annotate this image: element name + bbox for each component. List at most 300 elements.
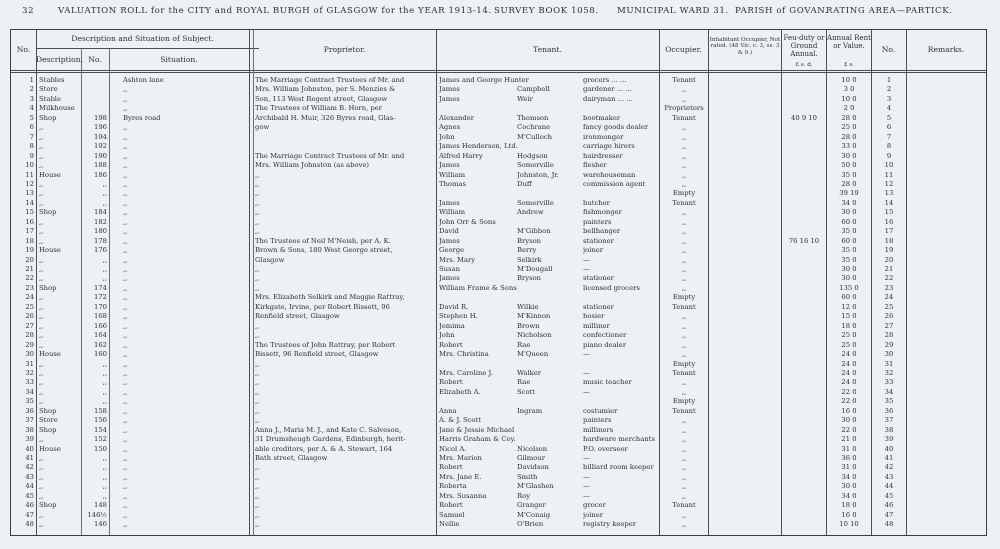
tenant-occupation: — [583,482,590,491]
proprietor-name: ,, [255,406,260,415]
house-number: 164 [94,331,107,340]
feu-units: £ s. d. [795,62,813,68]
occupier-status: ,, [681,123,687,132]
entry-number-right: 13 [884,189,894,198]
col-header-desc-group: Description and Situation of Subject. [71,34,214,43]
entry-number: 7 [29,132,34,141]
tenant-occupation: milliners [583,425,614,434]
tenant-surname: M'Conaig [517,510,551,519]
occupier-status: ,, [681,425,687,434]
proprietor-name: 31 Drumsheugh Gardens, Edinburgh, herit- [255,435,406,444]
entry-number-right: 18 [884,236,894,245]
tenant-occupation: — [583,368,590,377]
subject-situation: ,, [123,472,128,481]
tenant-occupation: butcher [583,198,610,207]
tenant-first-name: James [439,85,460,94]
entry-number: 29 [25,340,34,349]
subject-description: ,, [39,312,44,321]
tenant-occupation: fishmonger [583,208,622,217]
annual-rent-value: 22 0 [841,397,857,406]
occupier-status: Tenant [672,198,696,207]
annual-rent-value: 39 19 [839,189,859,198]
annual-rent-value: 60 0 [841,236,857,245]
house-number: 180 [94,227,107,236]
house-number: 148 [94,501,107,510]
proprietor-name: ,, [255,170,260,179]
proprietor-name: ,, [255,198,260,207]
entry-number-right: 42 [884,463,894,472]
entry-number: 3 [29,94,34,103]
tenant-first-name: Stephen H. [439,312,478,321]
entry-number-right: 6 [886,123,892,132]
entry-number-right: 25 [884,302,894,311]
entry-number: 10 [25,161,34,170]
proprietor-name: ,, [255,359,260,368]
subject-situation: ,, [123,387,128,396]
occupier-status: ,, [681,170,687,179]
annual-rent-value: 24 0 [841,368,857,377]
subject-description: ,, [39,198,44,207]
subject-situation: ,, [123,501,128,510]
entry-number-right: 31 [884,359,894,368]
proprietor-name: ,, [255,189,260,198]
tenant-first-name: Jemima [439,321,465,330]
tenant-surname: M'Gibbon [517,227,551,236]
entry-number: 12 [25,179,34,188]
tenant-occupation: flesher [583,161,607,170]
tenant-surname: Rae [517,340,531,349]
tenant-first-name: John [439,331,455,340]
subject-situation: ,, [123,265,128,273]
tenant-first-name: Thomas [439,179,466,188]
entry-number: 35 [25,397,34,406]
tenant-surname: Gilmour [517,454,545,462]
entry-number: 13 [25,189,34,198]
proprietor-name: Bath street, Glasgow [255,454,328,462]
annual-rent-value: 31 0 [841,444,857,453]
annual-rent-value: 16 0 [841,510,857,519]
column-rule [871,30,872,535]
house-number: 184 [94,208,107,217]
tenant-occupation: hosier [583,312,605,321]
proprietor-name: ,, [255,283,260,292]
entry-number: 47 [25,510,34,519]
house-number: 186 [94,170,107,179]
subject-situation: ,, [123,123,128,132]
annual-rent-value: 35 0 [841,255,857,264]
subject-situation: ,, [123,350,128,359]
entry-number: 9 [29,151,34,160]
occupier-status: ,, [681,265,687,273]
entry-number-right: 45 [884,491,894,500]
occupier-status: ,, [681,85,687,94]
house-number: 160 [94,350,107,359]
entry-number-right: 15 [884,208,894,217]
tenant-surname: Andrew [517,208,544,217]
annual-rent-value: 34 0 [841,198,857,207]
tenant-surname: Johnston, Jr. [517,170,559,179]
subject-situation: ,, [123,255,128,264]
entry-number-right: 14 [884,198,894,207]
subject-situation: ,, [123,454,128,462]
subject-description: House [39,246,61,255]
occupier-status: Empty [672,293,696,302]
entry-number: 43 [25,472,34,481]
tenant-occupation: hairdresser [583,151,623,160]
tenant-occupation: bootmaker [583,113,621,122]
tenant-first-name: Elizabeth A. [439,387,481,396]
entry-number: 39 [25,435,34,444]
subject-situation: ,, [123,359,128,368]
tenant-first-name: James [439,198,460,207]
proprietor-name: ,, [255,217,260,226]
occupier-status: Empty [672,189,696,198]
tenant-surname: M'Culloch [517,132,553,141]
annual-rent-value: 36 0 [841,454,857,462]
tenant-first-name: Mrs. Jane E. [439,472,482,481]
annual-rent-value: 35 0 [841,246,857,255]
house-number: 198 [94,113,107,122]
proprietor-name: ,, [255,378,260,387]
proprietor-name: Son, 113 West Regent street, Glasgow [255,94,388,103]
entry-number-right: 38 [884,425,894,434]
column-rule [781,30,782,535]
subject-description: Shop [39,501,57,510]
subject-situation: Byres road [123,113,161,122]
house-number: 154 [94,425,107,434]
tenant-occupation: costumier [583,406,618,415]
tenant-first-name: Robert [439,378,463,387]
subject-situation: ,, [123,444,128,453]
proprietor-name: ,, [255,387,260,396]
subject-description: ,, [39,378,44,387]
annual-rent-value: 2 0 [843,104,855,113]
subject-description: ,, [39,293,44,302]
subject-situation: ,, [123,161,128,170]
proprietor-name: Archibald H. Muir, 326 Byres road, Glas- [255,113,396,122]
entry-number-right: 33 [884,378,894,387]
entry-number: 20 [25,255,34,264]
col-header-tenant: Tenant. [533,45,562,54]
subject-situation: ,, [123,198,128,207]
subject-description: ,, [39,123,44,132]
entry-number: 19 [25,246,34,255]
entry-number: 41 [25,454,34,462]
entry-number: 30 [25,350,34,359]
roll-title: VALUATION ROLL for the CITY and ROYAL BURGH of GLASGOW for the YEAR 1913-14. [58,6,492,16]
column-rule [708,30,709,535]
occupier-status: ,, [681,274,687,283]
tenant-first-name: James [439,274,460,283]
entry-number: 18 [25,236,34,245]
subject-description: ,, [39,265,44,273]
tenant-surname: Bryson [517,236,542,245]
house-number: ,, [102,491,107,500]
entry-number: 26 [25,312,34,321]
tenant-first-name: Robert [439,340,463,349]
tenant-surname: Rae [517,378,531,387]
entry-number-right: 43 [884,472,894,481]
tenant-first-name: William Frame & Sons [439,283,517,292]
entry-number: 36 [25,406,34,415]
house-number: ,, [102,368,107,377]
entry-number: 38 [25,425,34,434]
tenant-first-name: Mrs. Christina [439,350,489,359]
annual-rent-value: 35 0 [841,227,857,236]
subject-situation: Ashton lane [123,76,164,84]
proprietor-name: gow [255,123,270,132]
subject-situation: ,, [123,482,128,491]
subject-description: Milkhouse [39,104,75,113]
entry-number-right: 8 [886,142,892,151]
subject-situation: ,, [123,312,128,321]
tenant-surname: Berry [517,246,537,255]
occupier-status: Tenant [672,113,696,122]
tenant-occupation: grocer [583,501,606,510]
tenant-surname: Walker [517,368,542,377]
subject-description: ,, [39,331,44,340]
col-header-remarks: Remarks. [927,45,965,54]
subject-description: ,, [39,142,44,151]
tenant-surname: Roy [517,491,531,500]
col-header-description: Description. [36,55,84,64]
occupier-status: Empty [672,397,696,406]
house-number: ,, [102,387,107,396]
column-rule [81,48,82,535]
tenant-occupation: — [583,454,590,462]
entry-number-right: 44 [884,482,894,491]
col-header-situation: Situation. [160,55,198,64]
tenant-occupation: P.O. overseer [583,444,628,453]
municipal-ward: MUNICIPAL WARD 31. [617,6,729,16]
subject-description: ,, [39,217,44,226]
entry-number: 16 [25,217,34,226]
house-number: 182 [94,217,107,226]
subject-description: ,, [39,302,44,311]
tenant-occupation: piano dealer [583,340,627,349]
proprietor-name: able creditors, per A. & A. Stewart, 164 [255,444,393,453]
proprietor-name: Mrs. William Johnston, per S. Menzies & [255,85,396,94]
annual-rent-value: 25 0 [841,340,857,349]
entry-number-right: 27 [884,321,894,330]
annual-rent-value: 3 0 [843,85,855,94]
tenant-first-name: Robert [439,463,463,472]
annual-rent-value: 30 0 [841,416,857,425]
occupier-status: ,, [681,491,687,500]
entry-number: 33 [25,378,34,387]
feu-duty-value: 40 9 10 [791,113,817,122]
entry-number-right: 30 [884,350,894,359]
entry-number-right: 5 [886,113,892,122]
annual-rent-value: 22 0 [841,425,857,434]
tenant-occupation: stationer [583,236,614,245]
occupier-status: ,, [681,463,687,472]
tenant-first-name: Mrs. Susanna [439,491,487,500]
tenant-occupation: commission agent [583,179,646,188]
house-number: 174 [94,283,107,292]
proprietor-name: Brown & Sons, 180 West George street, [255,246,393,255]
subject-situation: ,, [123,132,128,141]
occupier-status: Tenant [672,302,696,311]
subject-situation: ,, [123,170,128,179]
tenant-first-name: Susan [439,265,460,273]
tenant-surname: Weir [517,94,533,103]
entry-number: 25 [25,302,34,311]
entry-number-right: 1 [886,76,892,84]
subject-description: ,, [39,472,44,481]
entry-number-right: 47 [884,510,894,519]
subject-situation: ,, [123,142,128,151]
entry-number: 27 [25,321,34,330]
occupier-status: Empty [672,359,696,368]
house-number: ,, [102,482,107,491]
proprietor-name: ,, [255,397,260,406]
occupier-status: ,, [681,312,687,321]
occupier-status: ,, [681,161,687,170]
subject-description: ,, [39,510,44,519]
subject-description: ,, [39,132,44,141]
subject-situation: ,, [123,293,128,302]
occupier-status: ,, [681,151,687,160]
tenant-surname: Selkirk [517,255,542,264]
proprietor-name: The Marriage Contract Trustees of Mr. and [255,151,405,160]
occupier-status: ,, [681,227,687,236]
proprietor-name: ,, [255,208,260,217]
house-number: ,, [102,198,107,207]
tenant-first-name: David [439,227,459,236]
running-head [0,6,1000,20]
house-number: 152 [94,435,107,444]
column-rule [436,30,437,535]
col-header-proprietor: Proprietor. [323,45,366,54]
entry-number: 48 [25,520,34,529]
proprietor-name: ,, [255,491,260,500]
subject-situation: ,, [123,520,128,529]
entry-number: 8 [29,142,34,151]
occupier-status: Tenant [672,368,696,377]
subject-situation: ,, [123,406,128,415]
tenant-occupation: — [583,350,590,359]
occupier-status: Tenant [672,76,696,84]
subject-description: Stable [39,94,61,103]
subject-situation: ,, [123,397,128,406]
annual-rent-value: 21 0 [841,435,857,444]
entry-number: 24 [25,293,34,302]
tenant-first-name: Alexander [439,113,474,122]
subject-description: House [39,350,61,359]
occupier-status: ,, [681,132,687,141]
occupier-status: ,, [681,387,687,396]
annual-rent-value: 25 0 [841,123,857,132]
entry-number-right: 34 [884,387,894,396]
tenant-first-name: Nicol A. [439,444,467,453]
subject-description: Shop [39,113,57,122]
entry-number: 21 [25,265,34,273]
house-number: 156 [94,416,107,425]
tenant-surname: Somerville [517,198,554,207]
occupier-status: ,, [681,482,687,491]
tenant-first-name: Mrs. Caroline J. [439,368,493,377]
proprietor-name: Mrs. Elizabeth Selkirk and Maggie Rattray, [255,293,405,302]
proprietor-name: ,, [255,520,260,529]
annual-rent-value: 24 0 [841,378,857,387]
subject-situation: ,, [123,425,128,434]
tenant-first-name: Anna [439,406,457,415]
tenant-surname: Somerville [517,161,554,170]
proprietor-name: ,, [255,482,260,491]
column-rule [826,30,827,535]
col-header-inhabitant: Inhabitant Occupier, Not rated. (48 Vic. c. 3, ss. 3 & 9.) [709,37,781,56]
tenant-first-name: George [439,246,465,255]
subject-description: ,, [39,397,44,406]
proprietor-name: ,, [255,179,260,188]
entry-number: 42 [25,463,34,472]
tenant-first-name: John Orr & Sons [439,217,496,226]
annual-rent-value: 16 0 [841,406,857,415]
annual-rent-value: 31 0 [841,463,857,472]
tenant-occupation: bellhanger [583,227,621,236]
entry-number: 5 [29,113,34,122]
entry-number-right: 48 [884,520,894,529]
entry-number-right: 37 [884,416,894,425]
column-rule [109,48,110,535]
house-number: ,, [102,463,107,472]
proprietor-name: ,, [255,321,260,330]
annual-rent-value: 30 0 [841,265,857,273]
occupier-status: Proprietors [664,104,704,113]
proprietor-name: ,, [255,227,260,236]
subject-description: ,, [39,491,44,500]
house-number: 168 [94,312,107,321]
entry-number-right: 11 [884,170,894,179]
occupier-status: ,, [681,179,687,188]
house-number: ,, [102,378,107,387]
occupier-status: ,, [681,255,687,264]
tenant-occupation: grocers ... ... [583,76,627,84]
annual-rent-value: 60 0 [841,293,857,302]
subject-description: ,, [39,274,44,283]
tenant-occupation: carriage hirers [583,142,635,151]
annual-rent-value: 15 0 [841,312,857,321]
entry-number-right: 35 [884,397,894,406]
subject-description: ,, [39,387,44,396]
col-header-no-right: No. [881,45,896,54]
occupier-status: ,, [681,208,687,217]
entry-number-right: 32 [884,368,894,377]
tenant-first-name: David R. [439,302,469,311]
tenant-occupation: — [583,491,590,500]
subject-description: ,, [39,359,44,368]
occupier-status: ,, [681,350,687,359]
tenant-first-name: James and George Hunter [439,76,529,84]
tenant-first-name: James [439,236,460,245]
subject-description: ,, [39,189,44,198]
entry-number: 28 [25,331,34,340]
proprietor-name: Bissett, 96 Renfield street, Glasgow [255,350,379,359]
tenant-occupation: registry keeper [583,520,637,529]
subject-situation: ,, [123,151,128,160]
annual-rent-value: 28 0 [841,132,857,141]
proprietor-name: Mrs. William Johnston (as above) [255,161,370,170]
entry-number: 40 [25,444,34,453]
subject-situation: ,, [123,302,128,311]
house-number: 178 [94,236,107,245]
subject-description: ,, [39,321,44,330]
subject-situation: ,, [123,368,128,377]
entry-number-right: 4 [886,104,892,113]
subject-situation: ,, [123,179,128,188]
house-number: ,, [102,274,107,283]
